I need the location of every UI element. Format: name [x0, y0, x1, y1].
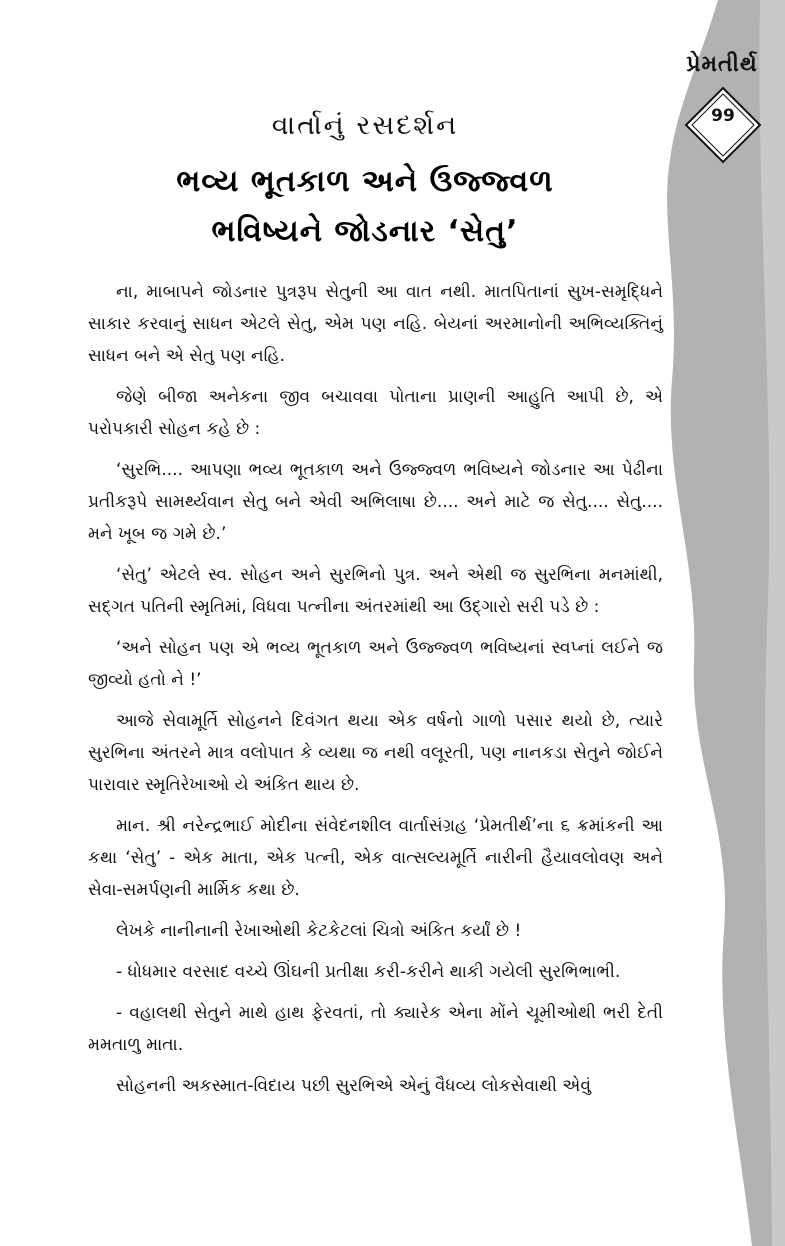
- article-title-line-2: ભવિષ્યને જોડનાર ‘સેતુ’: [211, 214, 519, 249]
- page-number: 99: [711, 106, 735, 126]
- paragraph: આજે સેવામૂર્તિ સોહનને દિવંગત થયા એક વર્ષનો ગાળો પસાર થયો છે, ત્યારે સુરભિના અંતરને માત્ર વલોપાત કે વ્યથા જ નથી વલૂરતી, પણ નાનકડા સેતુને જોઈને પારાવાર સ્મૃતિરેખાઓ યે અંકિત થાય છે.: [88, 711, 663, 795]
- paragraph: ‘સેતુ’ એટલે સ્વ. સોહન અને સુરભિનો પુત્ર. અને એથી જ સુરભિના મનમાંથી, સદ્‌ગત પતિની સ્મૃતિમાં, વિધવા પત્નીના અંતરમાંથી આ ઉદ્‌ગારો સરી પડે છે :: [88, 565, 663, 617]
- section-heading: વાર્તાનું રસદર્શન: [271, 110, 459, 141]
- article-body: [88, 276, 663, 1111]
- paragraph: - વહાલથી સેતુને માથે હાથ ફેરવતાં, તો ક્યારેક એના મોંને ચૂમીઓથી ભરી દેતી મમતાળુ માતા.: [88, 1003, 663, 1055]
- running-title: પ્રેમતીર્થ: [686, 52, 758, 77]
- paragraph: સોહનની અકસ્માત-વિદાય પછી સુરભિએ એનું વૈધવ્ય લોકસેવાથી એવું: [116, 1076, 591, 1096]
- paragraph: જેણે બીજા અનેકના જીવ બચાવવા પોતાના પ્રાણની આહુતિ આપી છે, એ પરોપકારી સોહન કહે છે :: [88, 387, 663, 439]
- paragraph: માન. શ્રી નરેન્દ્રભાઈ મોદીના સંવેદનશીલ વાર્તાસંગ્રહ ‘પ્રેમતીર્થ’ના ૬ ક્રમાંકની આ કથા ‘સેતુ’ - એક માતા, એક પત્ની, એક વાત્સલ્યમૂર્તિ નારીની હૈયાવલોવણ અને સેવા-સમર્પણની માર્મિક કથા છે.: [88, 816, 663, 900]
- paragraph: લેખકે નાનીનાની રેખાઓથી કેટકેટલાં ચિત્રો અંકિત કર્યાં છે !: [116, 921, 522, 941]
- article-title-line-1: ભવ્ય ભૂતકાળ અને ઉજ્જ્વળ: [176, 164, 554, 199]
- paragraph: - ધોધમાર વરસાદ વચ્ચે ઊંઘની પ્રતીક્ષા કરી-કરીને થાકી ગયેલી સુરભિભાભી.: [116, 962, 621, 982]
- paragraph: ‘અને સોહન પણ એ ભવ્ય ભૂતકાળ અને ઉજ્જ્વળ ભવિષ્યનાં સ્વપ્નાં લઈને જ જીવ્યો હતો ને !’: [88, 638, 663, 690]
- paragraph: ‘સુરભિ.... આપણા ભવ્ય ભૂતકાળ અને ઉજ્જ્વળ ભવિષ્યને જોડનાર આ પેઢીના પ્રતીકરૂપે સામર્થ્યવાન સેતુ બને એવી અભિલાષા છે.... અને માટે જ સેતુ.... સેતુ.... મને ખૂબ જ ગમે છે.’: [88, 460, 663, 544]
- paragraph: ના, માબાપને જોડનાર પુત્રરૂપ સેતુની આ વાત નથી. માતપિતાનાં સુખ-સમૃદ્ધિને સાકાર કરવાનું સાધન એટલે સેતુ, એમ પણ નહિ. બેયનાં અરમાનોની અભિવ્યક્તિનું સાધન બને એ સેતુ પણ નહિ.: [88, 282, 663, 366]
